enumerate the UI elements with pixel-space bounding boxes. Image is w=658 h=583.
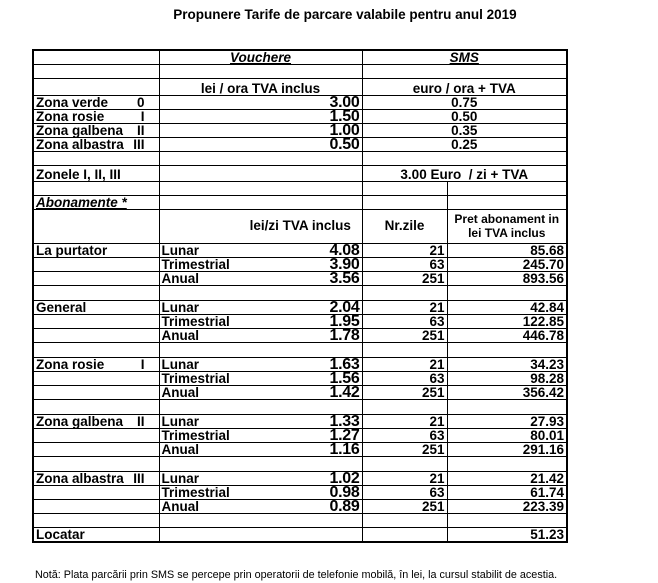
empty-cell: [447, 513, 567, 527]
group-zone-code: III: [133, 470, 145, 486]
daily-sms-value: 3.00 Euro / zi + TVA: [362, 165, 567, 181]
group-zone-code: II: [136, 413, 145, 429]
group-name: General: [36, 299, 87, 315]
empty-cell: [33, 50, 159, 64]
empty-cell: [447, 181, 567, 195]
subscription-price: 245.70: [447, 257, 567, 271]
sms-rate: 0.35: [362, 123, 567, 137]
empty-cell: [33, 399, 159, 414]
days-count: 63: [362, 485, 447, 499]
subscription-price: 85.68: [447, 243, 567, 257]
subscription-price: 34.23: [447, 357, 567, 371]
price-header-line1: Pret abonament in: [454, 212, 560, 226]
empty-cell: [239, 342, 362, 357]
sms-rate: 0.50: [362, 109, 567, 123]
abonamente-title: Abonamente *: [33, 195, 159, 209]
empty-cell: [159, 209, 239, 243]
empty-cell: [447, 399, 567, 414]
locatar-label: Locatar: [33, 527, 159, 542]
period-label: Lunar: [159, 414, 239, 428]
subscription-price: 291.16: [447, 442, 567, 456]
empty-cell: [362, 342, 447, 357]
empty-cell: [159, 527, 239, 542]
zone-code: II: [136, 122, 145, 138]
zone-label-cell: [33, 109, 159, 123]
empty-cell: [33, 428, 159, 442]
period-label: Anual: [159, 385, 239, 399]
subscription-price: 27.93: [447, 414, 567, 428]
price-header: [447, 209, 567, 243]
zone-name: Zona galbena: [36, 122, 124, 138]
zone-code: III: [133, 136, 145, 152]
days-count: 63: [362, 428, 447, 442]
days-count: 63: [362, 371, 447, 385]
sms-rate: 0.25: [362, 137, 567, 151]
daily-rate: 3.90: [239, 257, 362, 271]
subscription-row: [33, 271, 567, 285]
zone-label-cell: [33, 95, 159, 109]
subscription-row: [33, 385, 567, 399]
sms-header: SMS: [362, 50, 567, 64]
days-header: Nr.zile: [362, 209, 447, 243]
zone-name: Zona verde: [36, 94, 109, 110]
empty-cell: [362, 513, 447, 527]
period-label: Trimestrial: [159, 428, 239, 442]
daily-rate-header: lei/zi TVA inclus: [239, 209, 362, 243]
subscription-price: 98.28: [447, 371, 567, 385]
days-count: 21: [362, 300, 447, 314]
subscription-row: [33, 328, 567, 342]
empty-cell: [362, 527, 447, 542]
hourly-rate-row: [33, 95, 567, 109]
period-label: Trimestrial: [159, 371, 239, 385]
daily-rate: 0.98: [239, 485, 362, 499]
daily-rate: 1.63: [239, 357, 362, 371]
sms-unit: euro / ora + TVA: [362, 78, 567, 95]
empty-row: [33, 181, 567, 195]
empty-cell: [362, 64, 567, 78]
days-count: 251: [362, 385, 447, 399]
empty-cell: [33, 151, 159, 165]
empty-cell: [159, 513, 239, 527]
group-label-cell: [33, 300, 159, 314]
locatar-row: [33, 527, 567, 542]
period-label: Lunar: [159, 300, 239, 314]
group-name: Zona albastra: [36, 470, 124, 486]
empty-row: [33, 456, 567, 471]
empty-row: [33, 151, 567, 165]
empty-row: [33, 342, 567, 357]
days-count: 21: [362, 357, 447, 371]
empty-cell: [33, 485, 159, 499]
locatar-price: 51.23: [447, 527, 567, 542]
daily-sms-row: [33, 165, 567, 181]
daily-rate: 1.02: [239, 471, 362, 485]
days-count: 251: [362, 271, 447, 285]
group-label-cell: [33, 357, 159, 371]
daily-rate: 1.33: [239, 414, 362, 428]
daily-rate: 1.16: [239, 442, 362, 456]
period-label: Anual: [159, 499, 239, 513]
daily-rate: 1.78: [239, 328, 362, 342]
empty-cell: [159, 165, 362, 181]
group-name: Zona rosie: [36, 356, 105, 372]
daily-rate: 1.27: [239, 428, 362, 442]
period-label: Trimestrial: [159, 314, 239, 328]
vouchere-header: Vouchere: [159, 50, 362, 64]
days-count: 21: [362, 414, 447, 428]
empty-cell: [159, 456, 239, 471]
empty-cell: [159, 64, 362, 78]
period-label: Trimestrial: [159, 485, 239, 499]
empty-row: [33, 513, 567, 527]
empty-cell: [239, 513, 362, 527]
empty-cell: [447, 195, 567, 209]
days-count: 21: [362, 243, 447, 257]
empty-cell: [33, 78, 159, 95]
units-row: [33, 78, 567, 95]
days-count: 63: [362, 314, 447, 328]
hourly-rate-row: [33, 109, 567, 123]
empty-cell: [239, 456, 362, 471]
empty-cell: [362, 151, 567, 165]
group-zone-code: I: [140, 356, 145, 372]
voucher-rate: 1.00: [159, 123, 362, 137]
group-name: La purtator: [36, 242, 108, 258]
daily-rate: 0.89: [239, 499, 362, 513]
subscription-row: [33, 499, 567, 513]
empty-row: [33, 285, 567, 300]
empty-cell: [159, 151, 362, 165]
hourly-rate-row: [33, 137, 567, 151]
days-count: 251: [362, 499, 447, 513]
subscription-price: 42.84: [447, 300, 567, 314]
abonamente-header-row: [33, 209, 567, 243]
group-label-cell: [33, 243, 159, 257]
empty-cell: [33, 385, 159, 399]
period-label: Anual: [159, 271, 239, 285]
period-label: Anual: [159, 328, 239, 342]
empty-cell: [239, 527, 362, 542]
empty-row: [33, 64, 567, 78]
daily-rate: 2.04: [239, 300, 362, 314]
zone-label-cell: [33, 123, 159, 137]
empty-cell: [33, 285, 159, 300]
subscription-price: 356.42: [447, 385, 567, 399]
zone-code: I: [140, 108, 145, 124]
subscription-row: [33, 314, 567, 328]
document-title: Propunere Tarife de parcare valabile pentru anul 2019: [173, 7, 517, 22]
empty-cell: [362, 456, 447, 471]
vouchere-unit: lei / ora TVA inclus: [159, 78, 362, 95]
daily-sms-label: Zonele I, II, III: [33, 165, 159, 181]
subscription-price: 80.01: [447, 428, 567, 442]
period-label: Lunar: [159, 471, 239, 485]
empty-cell: [362, 181, 447, 195]
days-count: 251: [362, 328, 447, 342]
price-header-line2: lei TVA inclus: [468, 226, 546, 240]
empty-cell: [362, 285, 447, 300]
days-count: 63: [362, 257, 447, 271]
subscription-row: [33, 243, 567, 257]
subscription-row: [33, 485, 567, 499]
group-name: Zona galbena: [36, 413, 124, 429]
subscription-row: [33, 428, 567, 442]
subscription-price: 122.85: [447, 314, 567, 328]
period-label: Lunar: [159, 357, 239, 371]
empty-cell: [33, 499, 159, 513]
subscription-row: [33, 300, 567, 314]
empty-cell: [33, 209, 159, 243]
empty-cell: [33, 456, 159, 471]
empty-cell: [33, 64, 159, 78]
empty-cell: [33, 271, 159, 285]
voucher-rate: 1.50: [159, 109, 362, 123]
subscription-row: [33, 371, 567, 385]
hourly-rate-row: [33, 123, 567, 137]
abonamente-title-row: [33, 195, 567, 209]
daily-rate: 1.56: [239, 371, 362, 385]
empty-cell: [33, 314, 159, 328]
empty-cell: [159, 195, 362, 209]
empty-cell: [239, 285, 362, 300]
daily-rate: 1.95: [239, 314, 362, 328]
empty-cell: [159, 399, 239, 414]
subscription-row: [33, 442, 567, 456]
subscription-price: 446.78: [447, 328, 567, 342]
subscription-price: 893.56: [447, 271, 567, 285]
empty-cell: [362, 399, 447, 414]
period-label: Lunar: [159, 243, 239, 257]
empty-cell: [33, 181, 159, 195]
subscription-price: 21.42: [447, 471, 567, 485]
empty-cell: [159, 285, 239, 300]
zone-label-cell: [33, 137, 159, 151]
group-label-cell: [33, 471, 159, 485]
voucher-rate: 3.00: [159, 95, 362, 109]
empty-cell: [447, 285, 567, 300]
empty-cell: [447, 456, 567, 471]
sms-rate: 0.75: [362, 95, 567, 109]
footnote: Notă: Plata parcării prin SMS se percepe prin operatorii de telefonie mobilă, în lei, la cursul stabilit de acestia.: [35, 569, 558, 581]
daily-rate: 1.42: [239, 385, 362, 399]
empty-row: [33, 399, 567, 414]
subscription-row: [33, 414, 567, 428]
empty-cell: [159, 342, 239, 357]
daily-rate: 3.56: [239, 271, 362, 285]
zone-name: Zona rosie: [36, 108, 105, 124]
period-label: Trimestrial: [159, 257, 239, 271]
empty-cell: [33, 328, 159, 342]
empty-cell: [362, 195, 447, 209]
empty-cell: [33, 513, 159, 527]
voucher-rate: 0.50: [159, 137, 362, 151]
subscription-row: [33, 471, 567, 485]
zone-name: Zona albastra: [36, 136, 124, 152]
empty-cell: [33, 442, 159, 456]
empty-cell: [239, 399, 362, 414]
period-label: Anual: [159, 442, 239, 456]
empty-cell: [33, 342, 159, 357]
tariffs-table: [32, 49, 568, 543]
subscription-price: 61.74: [447, 485, 567, 499]
empty-cell: [447, 342, 567, 357]
empty-cell: [33, 257, 159, 271]
subscription-price: 223.39: [447, 499, 567, 513]
days-count: 251: [362, 442, 447, 456]
header-row: [33, 50, 567, 64]
empty-cell: [33, 371, 159, 385]
subscription-row: [33, 257, 567, 271]
days-count: 21: [362, 471, 447, 485]
subscription-row: [33, 357, 567, 371]
zone-code: 0: [136, 94, 145, 110]
empty-cell: [159, 181, 362, 195]
daily-rate: 4.08: [239, 243, 362, 257]
group-label-cell: [33, 414, 159, 428]
